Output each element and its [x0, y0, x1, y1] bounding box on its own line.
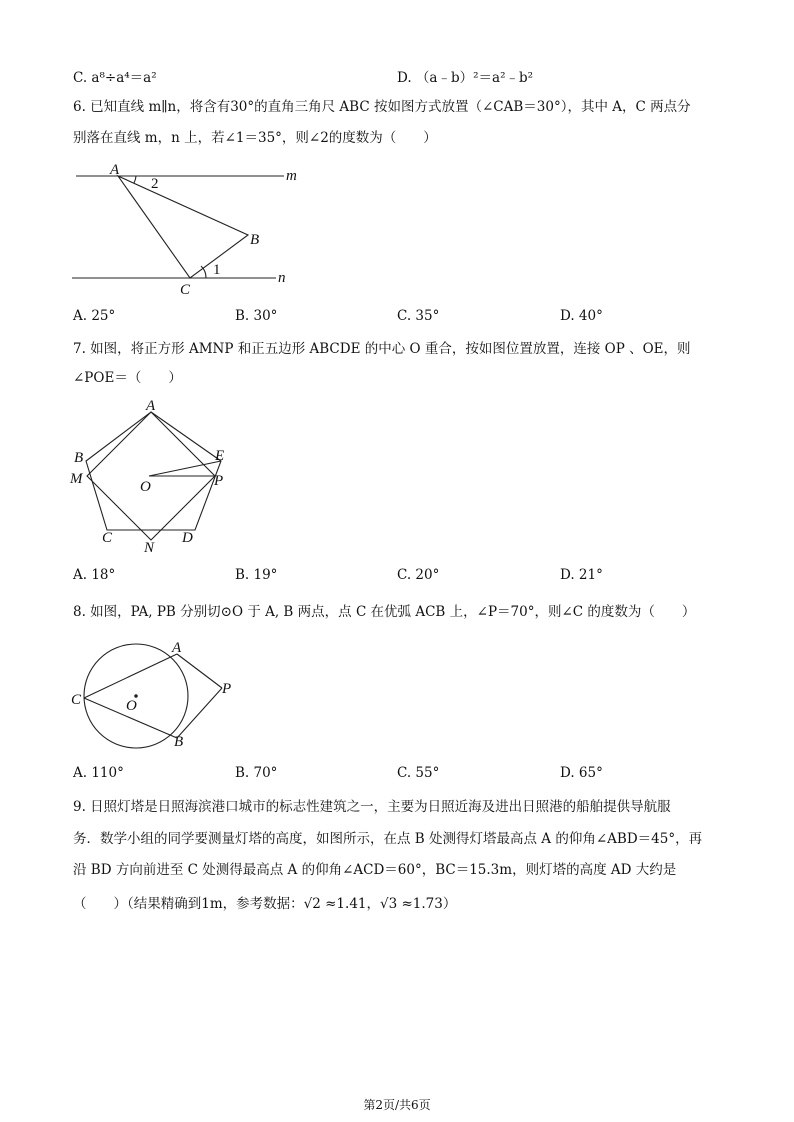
- q9-stem-line3: 沿 BD 方向前进至 C 处测得最高点 A 的仰角∠ACD＝60°，BC＝15.3m，则灯塔的高度 AD 大约是: [73, 862, 677, 878]
- q9-stem-line2: 务．数学小组的同学要测量灯塔的高度，如图所示，在点 B 处测得灯塔最高点 A 的仰角∠ABD＝45°，再: [73, 831, 703, 847]
- q5-option-c: C. a⁸÷a⁴＝a²: [73, 70, 157, 86]
- q8-option-b: B. 70°: [235, 765, 278, 781]
- q6-option-d: D. 40°: [560, 308, 603, 324]
- q8-option-c: C. 55°: [397, 765, 440, 781]
- angle-2-arc: [134, 176, 136, 183]
- triangle-abc: [118, 176, 248, 278]
- label-m: m: [286, 168, 297, 184]
- center-dot: [135, 695, 137, 697]
- q5-option-d: D. （a﹣b）²＝a²﹣b²: [397, 70, 534, 86]
- q7-option-a: A. 18°: [73, 567, 116, 583]
- label-n: N: [144, 540, 155, 556]
- q7-stem-line1: 7. 如图，将正方形 AMNP 和正五边形 ABCDE 的中心 O 重合，按如图位置放置，连接 OP 、OE，则: [73, 341, 691, 357]
- label-p: P: [214, 473, 224, 489]
- q7-option-c: C. 20°: [397, 567, 440, 583]
- q7-option-b: B. 19°: [235, 567, 278, 583]
- q6-option-a: A. 25°: [73, 308, 116, 324]
- label-a: A: [172, 640, 182, 656]
- label-p: P: [222, 681, 232, 697]
- tangent-pb: [177, 688, 222, 738]
- q8-stem-line1: 8. 如图，PA, PB 分别切⊙O 于 A, B 两点，点 C 在优弧 ACB 上，∠P＝70°，则∠C 的度数为（ ）: [73, 604, 696, 620]
- q8-figure: [66, 636, 246, 756]
- label-b: B: [250, 232, 260, 248]
- q6-stem-line1: 6. 已知直线 m∥n，将含有30°的直角三角尺 ABC 按如图方式放置（∠CAB＝30°），其中 A，C 两点分: [73, 99, 691, 115]
- label-o: O: [140, 479, 151, 495]
- q7-option-d: D. 21°: [560, 567, 603, 583]
- q7-stem-line2: ∠POE＝（ ）: [73, 370, 182, 386]
- page-footer: 第2页/共6页: [363, 1098, 431, 1112]
- q9-stem-line4: （ ）（结果精确到1m，参考数据：√2 ≈1.41，√3 ≈1.73）: [73, 896, 457, 912]
- segment-oe: [149, 461, 221, 476]
- label-b: B: [74, 450, 84, 466]
- q6-option-b: B. 30°: [235, 308, 278, 324]
- q6-stem-line2: 别落在直线 m，n 上，若∠1＝35°，则∠2的度数为（ ）: [73, 130, 437, 146]
- label-m: M: [70, 471, 83, 487]
- label-d: D: [182, 530, 193, 546]
- label-c: C: [71, 692, 82, 708]
- tangent-pa: [177, 654, 222, 688]
- label-a: A: [146, 398, 156, 414]
- pentagon-abcde: [86, 412, 224, 530]
- q6-option-c: C. 35°: [397, 308, 440, 324]
- label-angle-2: 2: [151, 176, 159, 192]
- label-c: C: [180, 282, 191, 298]
- q8-option-d: D. 65°: [560, 765, 603, 781]
- label-b: B: [174, 734, 184, 750]
- label-c: C: [102, 530, 113, 546]
- label-n: n: [278, 270, 286, 286]
- q8-option-a: A. 110°: [73, 765, 124, 781]
- label-o: O: [126, 698, 137, 714]
- q9-stem-line1: 9. 日照灯塔是日照海滨港口城市的标志性建筑之一，主要为日照近海及进出日照港的船舶提供导航服: [73, 799, 671, 815]
- label-angle-1: 1: [213, 262, 221, 278]
- q7-figure: [66, 396, 246, 556]
- label-a: A: [110, 162, 120, 178]
- q6-figure: [66, 158, 316, 298]
- label-e: E: [215, 448, 225, 464]
